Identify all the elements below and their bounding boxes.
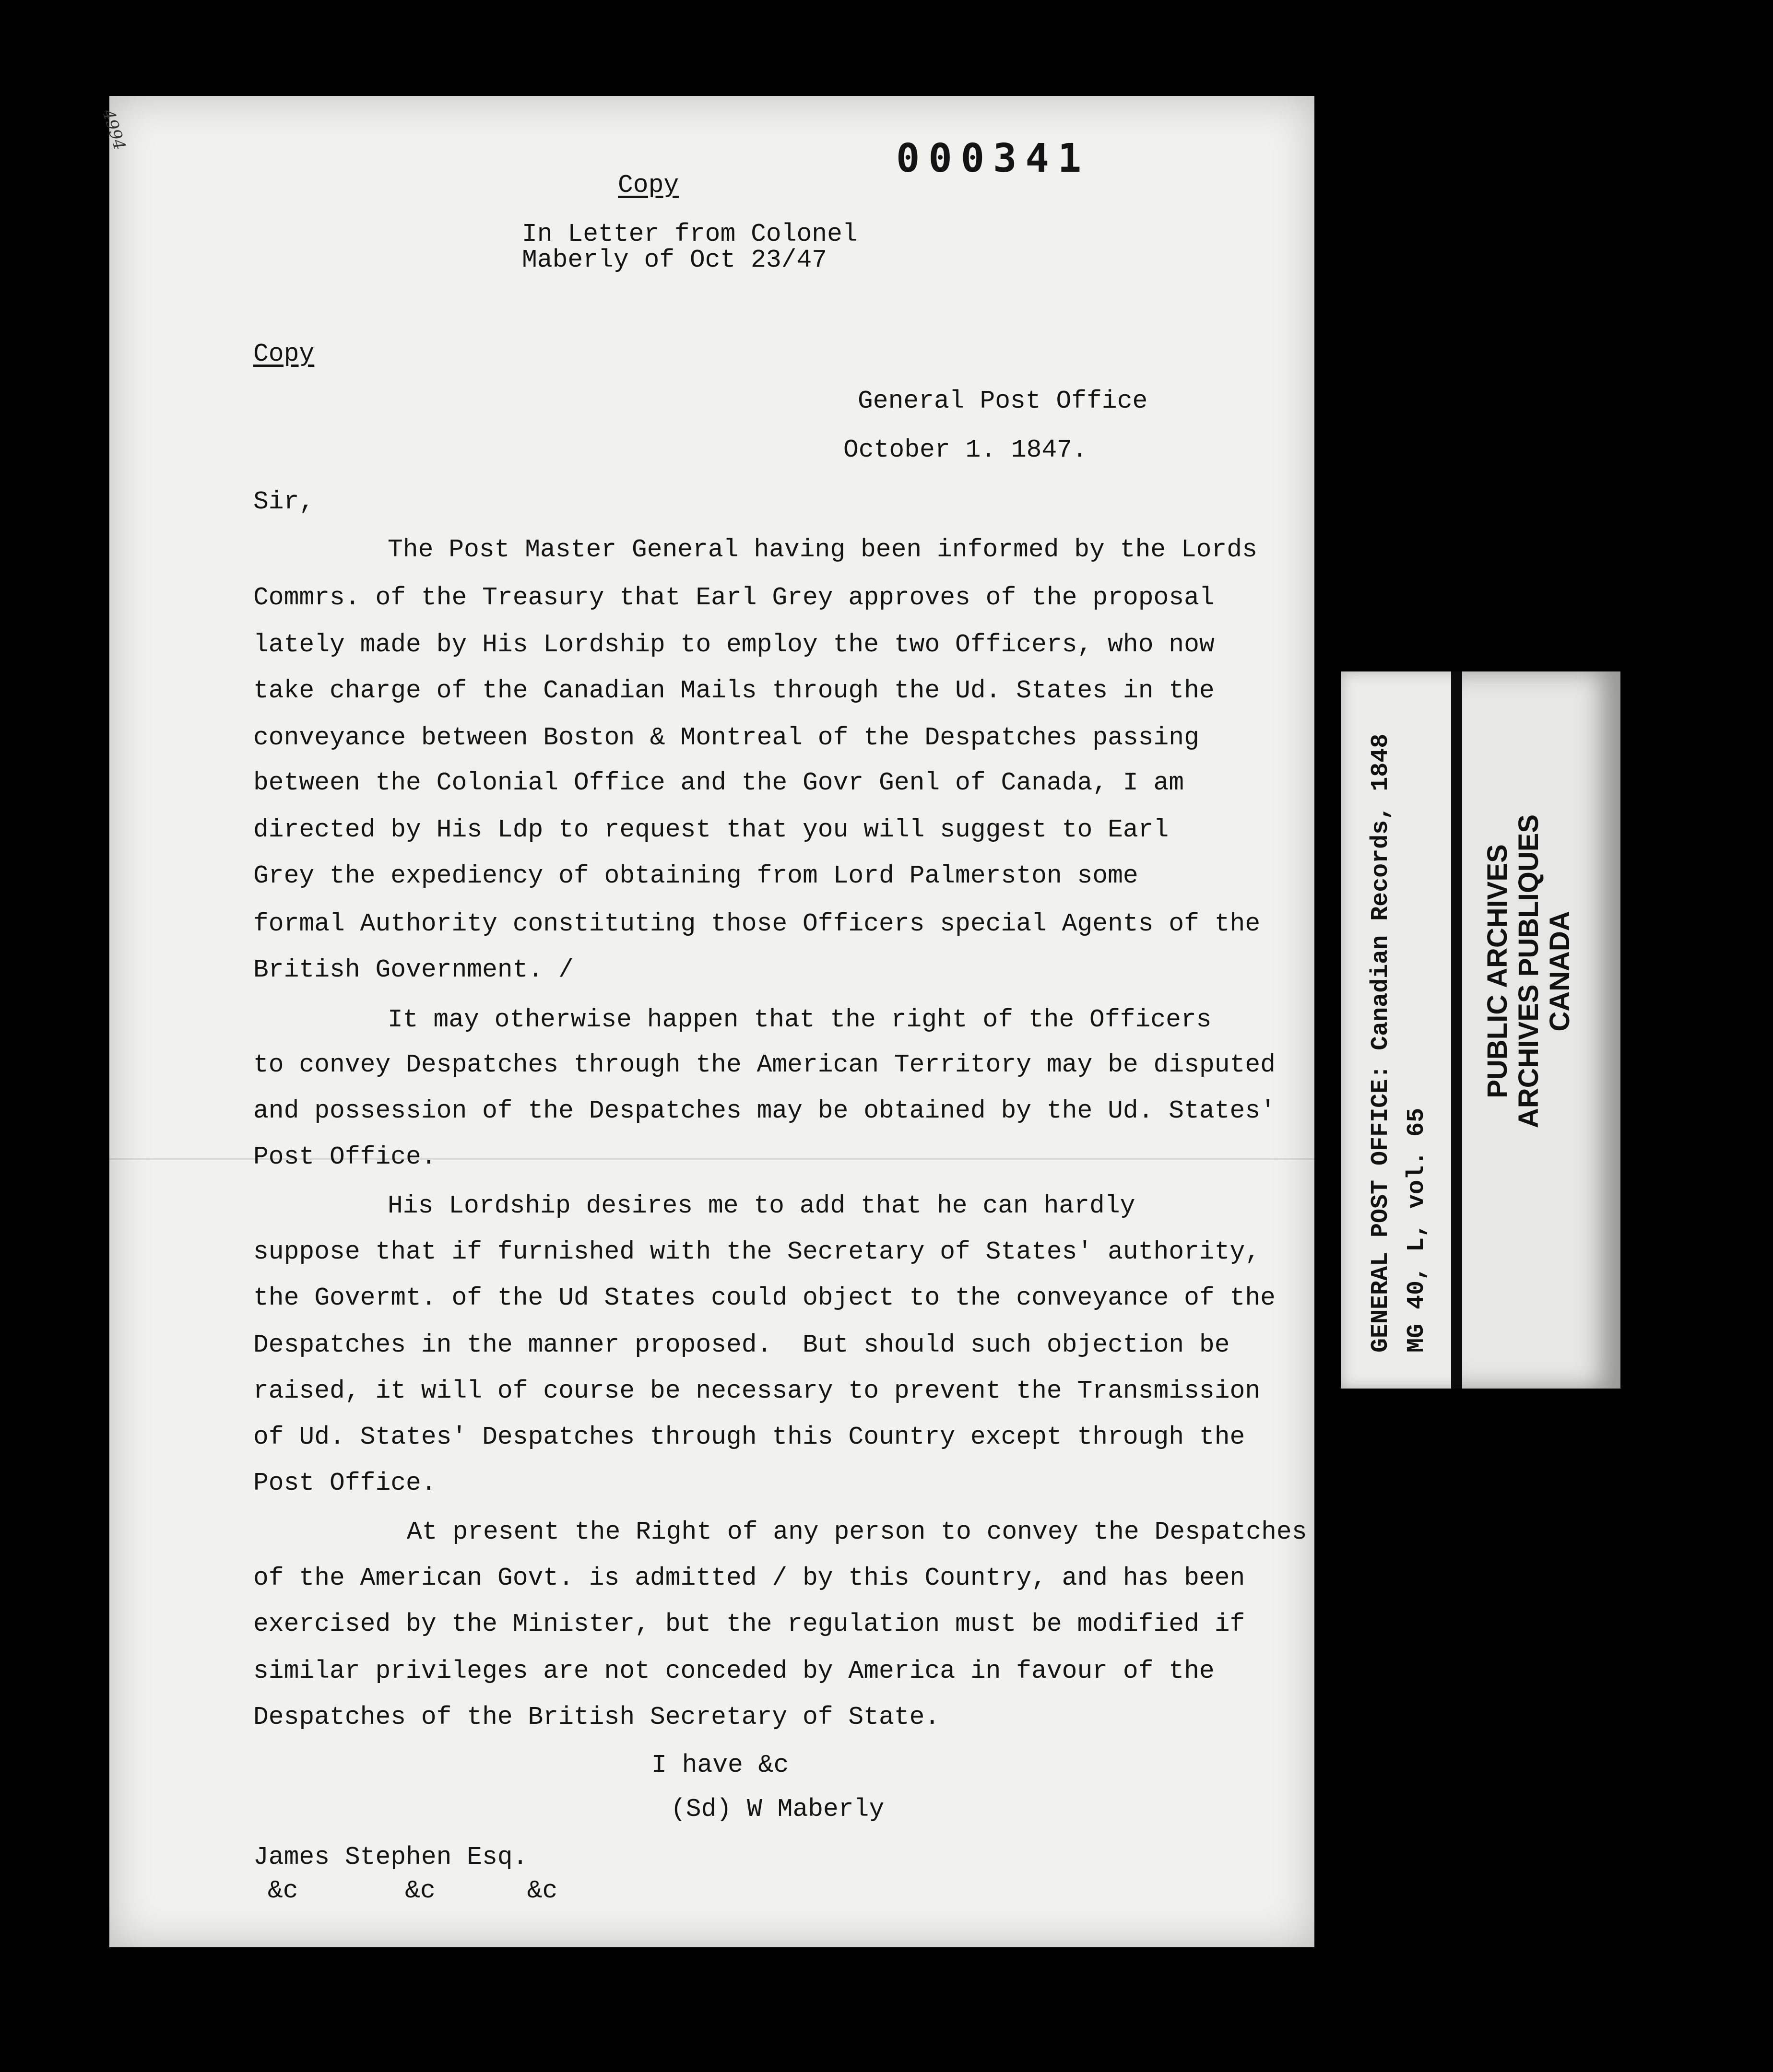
body-line: British Government. / [253, 955, 574, 984]
closing: I have &c [651, 1751, 789, 1779]
letter-date: October 1. 1847. [843, 436, 1087, 464]
body-line: Despatches in the manner proposed. But should such objection be [253, 1330, 1230, 1359]
body-line: Post Office. [253, 1142, 437, 1171]
archives-name-fr: ARCHIVES PUBLIQUES [1513, 814, 1544, 1129]
body-line: of Ud. States' Despatches through this Country except through the [253, 1423, 1245, 1451]
body-line: At present the Right of any person to convey the Despatches [407, 1518, 1307, 1546]
addressee: James Stephen Esq. [253, 1843, 528, 1872]
sender-place: General Post Office [858, 387, 1148, 415]
archives-name-en: PUBLIC ARCHIVES [1482, 844, 1513, 1098]
salutation: Sir, [253, 487, 315, 516]
body-line: of the American Govt. is admitted / by this Country, and has been [253, 1564, 1245, 1592]
body-line: conveyance between Boston & Montreal of the Despatches passing [253, 723, 1199, 752]
body-line: to convey Despatches through the American Territory may be disputed [253, 1050, 1276, 1079]
addressee-etc: &c &c &c [268, 1876, 558, 1905]
archives-stamp-label [1462, 671, 1620, 1389]
body-line: the Govermt. of the Ud States could object to the conveyance of the [253, 1283, 1276, 1312]
body-line: suppose that if furnished with the Secretary of States' authority, [253, 1237, 1261, 1266]
stamp-number: 000341 [896, 136, 1090, 181]
body-line: similar privileges are not conceded by America in favour of the [253, 1657, 1215, 1685]
signature: (Sd) W Maberly [671, 1795, 885, 1824]
body-line: lately made by His Lordship to employ the two Officers, who now [253, 630, 1215, 659]
body-line: His Lordship desires me to add that he can hardly [388, 1191, 1135, 1220]
body-line: Grey the expediency of obtaining from Lord Palmerston some [253, 861, 1138, 890]
body-line: formal Authority constituting those Officers special Agents of the [253, 909, 1261, 938]
body-line: Post Office. [253, 1469, 437, 1497]
archives-country: CANADA [1544, 911, 1575, 1032]
body-line: exercised by the Minister, but the regulation must be modified if [253, 1610, 1245, 1638]
body-line: take charge of the Canadian Mails through the Ud. States in the [253, 676, 1215, 705]
header-line-2: Maberly of Oct 23/47 [522, 246, 827, 274]
body-line: Commrs. of the Treasury that Earl Grey approves of the proposal [253, 583, 1215, 612]
body-line: between the Colonial Office and the Govr Genl of Canada, I am [253, 768, 1184, 797]
copy-label: Copy [253, 340, 315, 368]
header-line-1: In Letter from Colonel [522, 220, 858, 248]
body-line: Despatches of the British Secretary of State. [253, 1703, 940, 1731]
body-line: and possession of the Despatches may be obtained by the Ud. States' [253, 1096, 1276, 1125]
document-page [98, 96, 1314, 1947]
archive-reference-line-1: GENERAL POST OFFICE: Canadian Records, 1848 [1367, 733, 1395, 1353]
archive-reference-line-2: MG 40, L, vol. 65 [1403, 1107, 1430, 1353]
body-line: directed by His Ldp to request that you will suggest to Earl [253, 815, 1169, 844]
body-line: raised, it will of course be necessary to prevent the Transmission [253, 1377, 1261, 1405]
body-line: It may otherwise happen that the right of the Officers [388, 1005, 1212, 1034]
body-line: The Post Master General having been informed by the Lords [388, 535, 1257, 564]
header-copy: Copy [618, 171, 679, 200]
margin-note: 4994 [98, 107, 130, 153]
